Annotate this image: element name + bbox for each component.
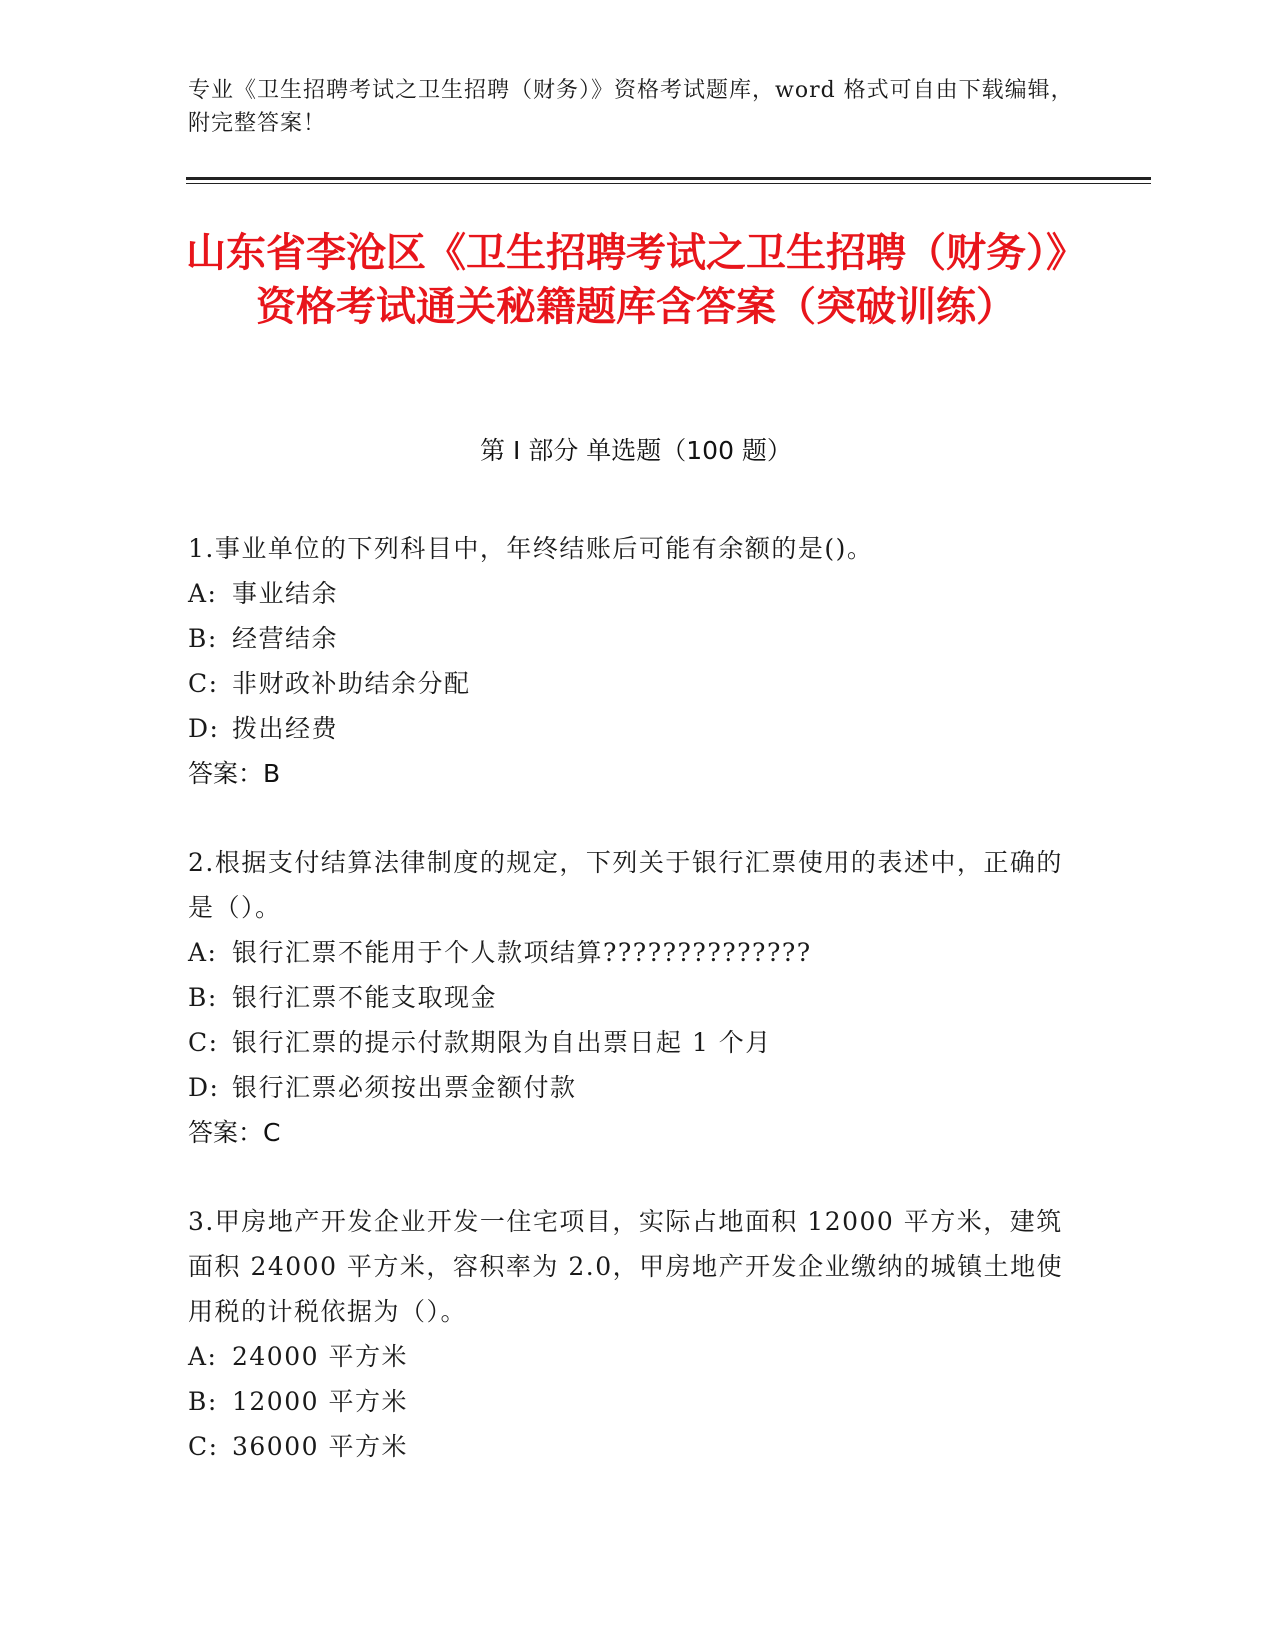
option-text: 银行汇票不能支取现金: [232, 983, 498, 1012]
header-note: 专业《卫生招聘考试之卫生招聘（财务）》资格考试题库，word 格式可自由下载编辑，附完整答案！: [188, 78, 1074, 136]
option-key: B:: [188, 624, 218, 653]
question-stem: 2.根据支付结算法律制度的规定，下列关于银行汇票使用的表述中，正确的是（）。: [188, 848, 1063, 922]
question-list: [188, 526, 1088, 1513]
option-text: 12000 平方米: [232, 1387, 408, 1416]
option-key: D:: [188, 1073, 220, 1102]
option-key: C:: [188, 1028, 219, 1057]
document-title: 山东省李沧区《卫生招聘考试之卫生招聘（财务）》资格考试通关秘籍题库含答案（突破训练）: [186, 230, 1086, 330]
option-key: A:: [188, 938, 218, 967]
option-d: [188, 1065, 1088, 1110]
option-text: 非财政补助结余分配: [232, 669, 471, 698]
question-item: [188, 1199, 1088, 1469]
option-text: 拨出经费: [232, 714, 339, 743]
option-text: 银行汇票的提示付款期限为自出票日起 1 个月: [232, 1028, 772, 1057]
option-d: [188, 706, 1088, 751]
option-text: 银行汇票不能用于个人款项结算??????????????: [232, 938, 812, 967]
option-a: [188, 930, 1088, 975]
option-key: A:: [188, 579, 218, 608]
option-text: 事业结余: [232, 579, 339, 608]
option-key: C:: [188, 1432, 219, 1461]
question-stem: 3.甲房地产开发企业开发一住宅项目，实际占地面积 12000 平方米，建筑面积 24000 平方米，容积率为 2.0，甲房地产开发企业缴纳的城镇土地使用税的计税依据为（）。: [188, 1207, 1064, 1326]
answer-line: 答案：B: [188, 759, 281, 788]
option-c: [188, 1424, 1088, 1469]
header-divider-thick: [186, 177, 1151, 180]
option-key: C:: [188, 669, 219, 698]
option-text: 36000 平方米: [232, 1432, 408, 1461]
option-key: B:: [188, 1387, 218, 1416]
option-text: 经营结余: [232, 624, 339, 653]
option-b: [188, 616, 1088, 661]
option-key: B:: [188, 983, 218, 1012]
option-c: [188, 1020, 1088, 1065]
option-b: [188, 1379, 1088, 1424]
question-item: [188, 526, 1088, 796]
option-text: 24000 平方米: [232, 1342, 408, 1371]
option-a: [188, 1334, 1088, 1379]
answer-line: 答案：C: [188, 1118, 281, 1147]
option-c: [188, 661, 1088, 706]
question-item: [188, 840, 1088, 1155]
section-heading: 第 I 部分 单选题（100 题）: [480, 436, 792, 465]
option-b: [188, 975, 1088, 1020]
option-text: 银行汇票必须按出票金额付款: [232, 1073, 577, 1102]
option-a: [188, 571, 1088, 616]
header-divider-thin: [186, 183, 1151, 184]
option-key: D:: [188, 714, 220, 743]
option-key: A:: [188, 1342, 218, 1371]
question-stem: 1.事业单位的下列科目中，年终结账后可能有余额的是()。: [188, 534, 874, 563]
